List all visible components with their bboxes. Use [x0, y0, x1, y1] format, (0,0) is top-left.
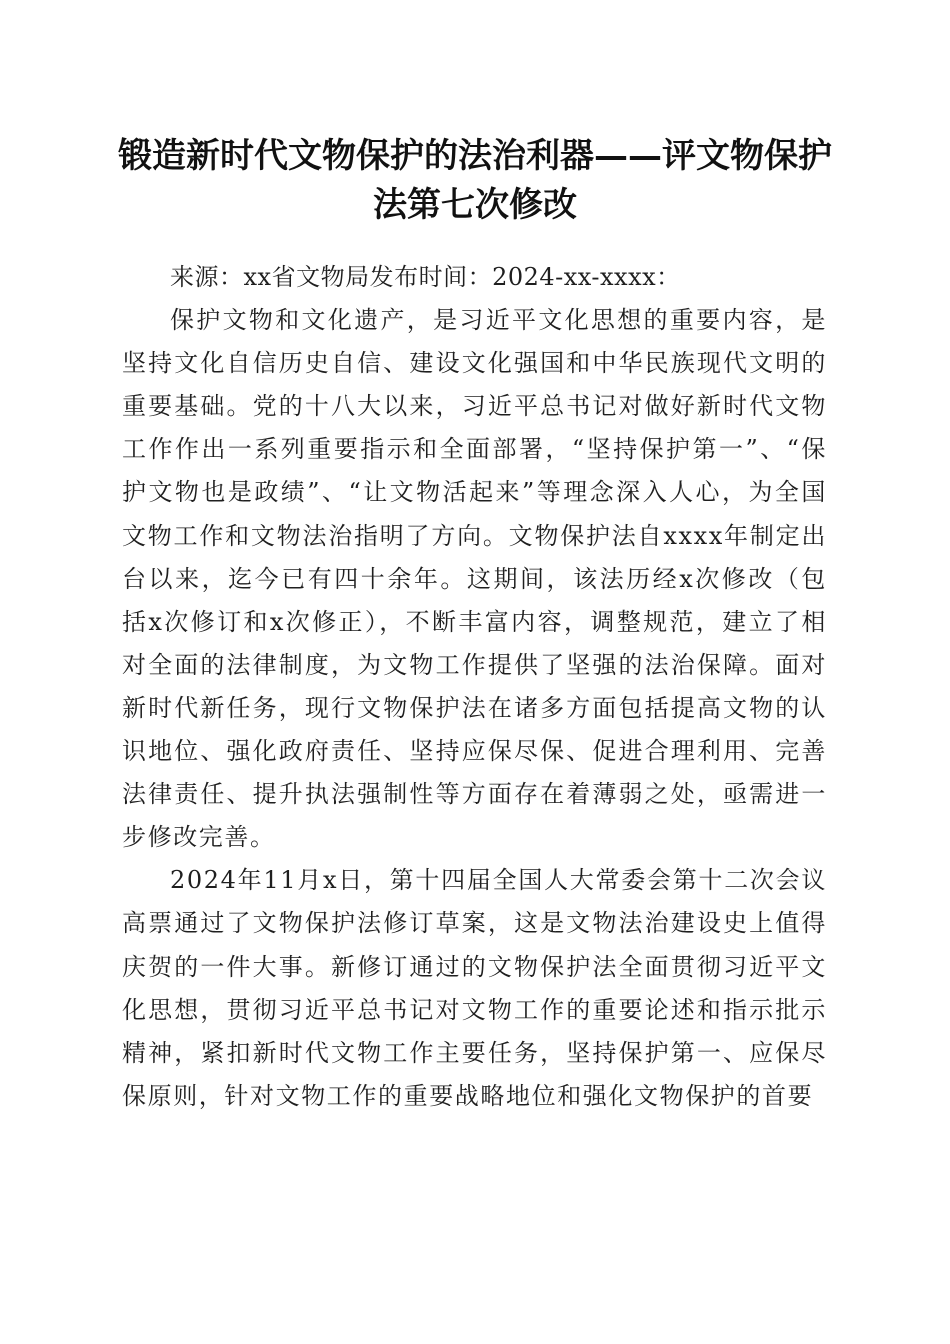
paragraph-2: 2024年11月x日，第十四届全国人大常委会第十二次会议高票通过了文物保护法修订草案，这是文物法治建设史上值得庆贺的一件大事。新修订通过的文物保护法全面贯彻习近平文化思想，贯彻习近平总书记对文物工作的重要论述和指示批示精神，紧扣新时代文物工作主要任务，坚持保护第一、应保尽保原则，针对文物工作的重要战略地位和强化文物保护的首要 [122, 866, 827, 1110]
document-title: 锻造新时代文物保护的法治利器——评文物保护法第七次修改 [118, 136, 832, 225]
document-body [122, 256, 827, 1118]
paragraph-1: 保护文物和文化遗产，是习近平文化思想的重要内容，是坚持文化自信历史自信、建设文化强国和中华民族现代文明的重要基础。党的十八大以来，习近平总书记对做好新时代文物工作作出一系列重要指示和全面部署，“坚持保护第一”、“保护文物也是政绩”、“让文物活起来”等理念深入人心，为全国文物工作和文物法治指明了方向。文物保护法自xxxx年制定出台以来，迄今已有四十余年。这期间，该法历经x次修改（包括x次修订和x次修正），不断丰富内容，调整规范，建立了相对全面的法律制度，为文物工作提供了坚强的法治保障。面对新时代新任务，现行文物保护法在诸多方面包括提高文物的认识地位、强化政府责任、坚持应保尽保、促进合理利用、完善法律责任、提升执法强制性等方面存在着薄弱之处，亟需进一步修改完善。 [122, 306, 827, 852]
source-line: 来源：xx省文物局发布时间：2024-xx-xxxx： [170, 263, 681, 291]
